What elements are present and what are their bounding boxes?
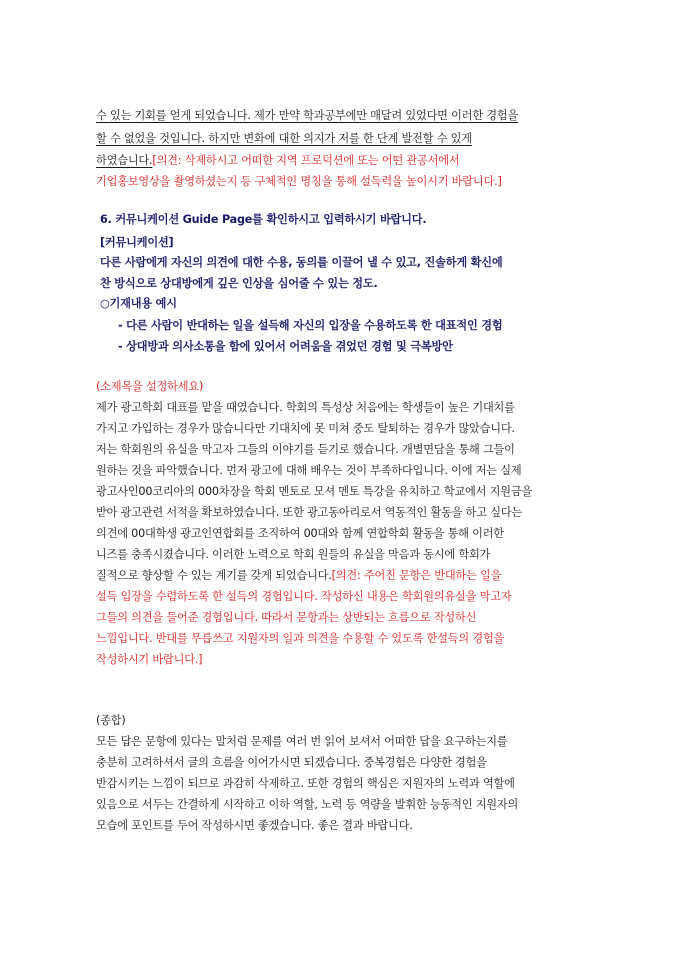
intro-comment-line: 기업홍보영상을 촬영하셨는지 등 구체적인 명칭을 통해 설득력을 높이시기 바랍니다.] — [96, 175, 502, 188]
intro-line-1: 수 있는 기회를 얻게 되었습니다. 제가 만약 학과공부에만 매달려 있었다면 이러한 경험을 — [96, 109, 519, 122]
answer-line-8: 니즈를 충족시켰습니다. 이러한 노력으로 학회 원들의 유실을 막음과 동시에 학회가 — [96, 548, 491, 561]
answer-subtitle: (소제목을 설정하세요) — [96, 380, 204, 393]
answer-line-2: 가지고 가입하는 경우가 많습니다만 기대치에 못 미쳐 중도 탈퇴하는 경우가 많았습니다. — [96, 422, 515, 435]
answer-comment-line-1: 설득 입장을 수렴하도록 한 설득의 경험입니다. 작성하신 내용은 학회원의유실을 막고자 — [96, 590, 512, 603]
answer-line-4: 원하는 것을 파악했습니다. 먼저 광고에 대해 배우는 것이 부족하다입니다. 이에 저는 실제 — [96, 464, 522, 477]
guide-category: [커뮤니케이션] — [100, 236, 174, 249]
intro-comment-inline: [의견: 삭제하시고 어떠한 지역 프로덕션에 또는 어떤 관공서에서 — [152, 154, 460, 167]
intro-line-2: 할 수 없었을 것입니다. 하지만 변화에 대한 의지가 저를 한 단계 발전할 수 있게 — [96, 132, 472, 145]
answer-line-5: 광고사인00코리아의 000차장을 학회 멘토로 모셔 멘토 특강을 유치하고 학교에서 지원금을 — [96, 485, 533, 498]
answer-comment-inline: [의견: 주어진 문항은 반대하는 일을 — [331, 569, 502, 582]
intro-line-3 — [96, 153, 459, 169]
answer-line-3: 저는 학회원의 유실을 막고자 그들의 이야기를 듣기로 했습니다. 개별면담을 통해 그들이 — [96, 443, 515, 456]
answer-line-9 — [96, 568, 501, 584]
summary-line-5: 모습에 포인트를 두어 작성하시면 좋겠습니다. 좋은 결과 바랍니다. — [96, 819, 413, 832]
answer-line-1: 제가 광고학회 대표를 맡을 때였습니다. 학회의 특성상 처음에는 학생들이 높은 기대치를 — [96, 401, 515, 414]
answer-line-6: 받아 광고관련 서적을 확보하였습니다. 또한 광고동아리로서 역동적인 활동을 하고 싶다는 — [96, 506, 523, 519]
guide-heading: 6. 커뮤니케이션 Guide Page를 확인하시고 입력하시기 바랍니다. — [100, 213, 427, 226]
summary-title: (종합) — [96, 714, 126, 727]
answer-last-black: 질적으로 향상할 수 있는 계기를 갖게 되었습니다. — [96, 569, 332, 582]
summary-line-3: 반감시키는 느낌이 되므로 과감히 삭제하고. 또한 경험의 핵심은 지원자의 노력과 역할에 — [96, 777, 515, 790]
answer-comment-line-3: 느낌입니다. 반대를 무릅쓰고 지원자의 일과 의견을 수용할 수 있도록 한설득의 경험을 — [96, 632, 505, 645]
intro-line-3-text: 하였습니다. — [96, 154, 153, 167]
summary-line-1: 모든 답은 문항에 있다는 말처럼 문제를 여러 번 읽어 보셔서 어떠한 답을 요구하는지를 — [96, 735, 508, 748]
answer-comment-line-4: 작성하시기 바랍니다.] — [96, 653, 203, 666]
guide-desc-line-1: 다른 사람에게 자신의 의견에 대한 수용, 동의를 이끌어 낼 수 있고, 진솔하게 확신에 — [100, 256, 503, 269]
summary-line-4: 있음으로 서두는 간결하게 시작하고 이하 역할, 노력 등 역량을 발휘한 능동적인 지원자의 — [96, 798, 519, 811]
answer-comment-line-2: 그들의 의견을 들어준 경험입니다. 따라서 문항과는 상반되는 흐름으로 작성하신 — [96, 611, 477, 624]
guide-example-2: - 상대방과 의사소통을 함에 있어서 어려움을 겪었던 경험 및 극복방안 — [118, 340, 453, 353]
guide-example-1: - 다른 사람이 반대하는 일을 설득해 자신의 입장을 수용하도록 한 대표적인 경험 — [118, 319, 503, 332]
answer-line-7: 의견에 00대학생 광고인연합회를 조직하여 00대와 함께 연합학회 활동을 통해 이러한 — [96, 527, 504, 540]
summary-line-2: 충분히 고려하셔서 글의 흐름을 이어가시면 되겠습니다. 중복경험은 다양한 경험을 — [96, 756, 487, 769]
guide-example-label: ○기재내용 예시 — [100, 297, 177, 310]
guide-desc-line-2: 찬 방식으로 상대방에게 깊은 인상을 심어줄 수 있는 정도. — [100, 277, 378, 290]
